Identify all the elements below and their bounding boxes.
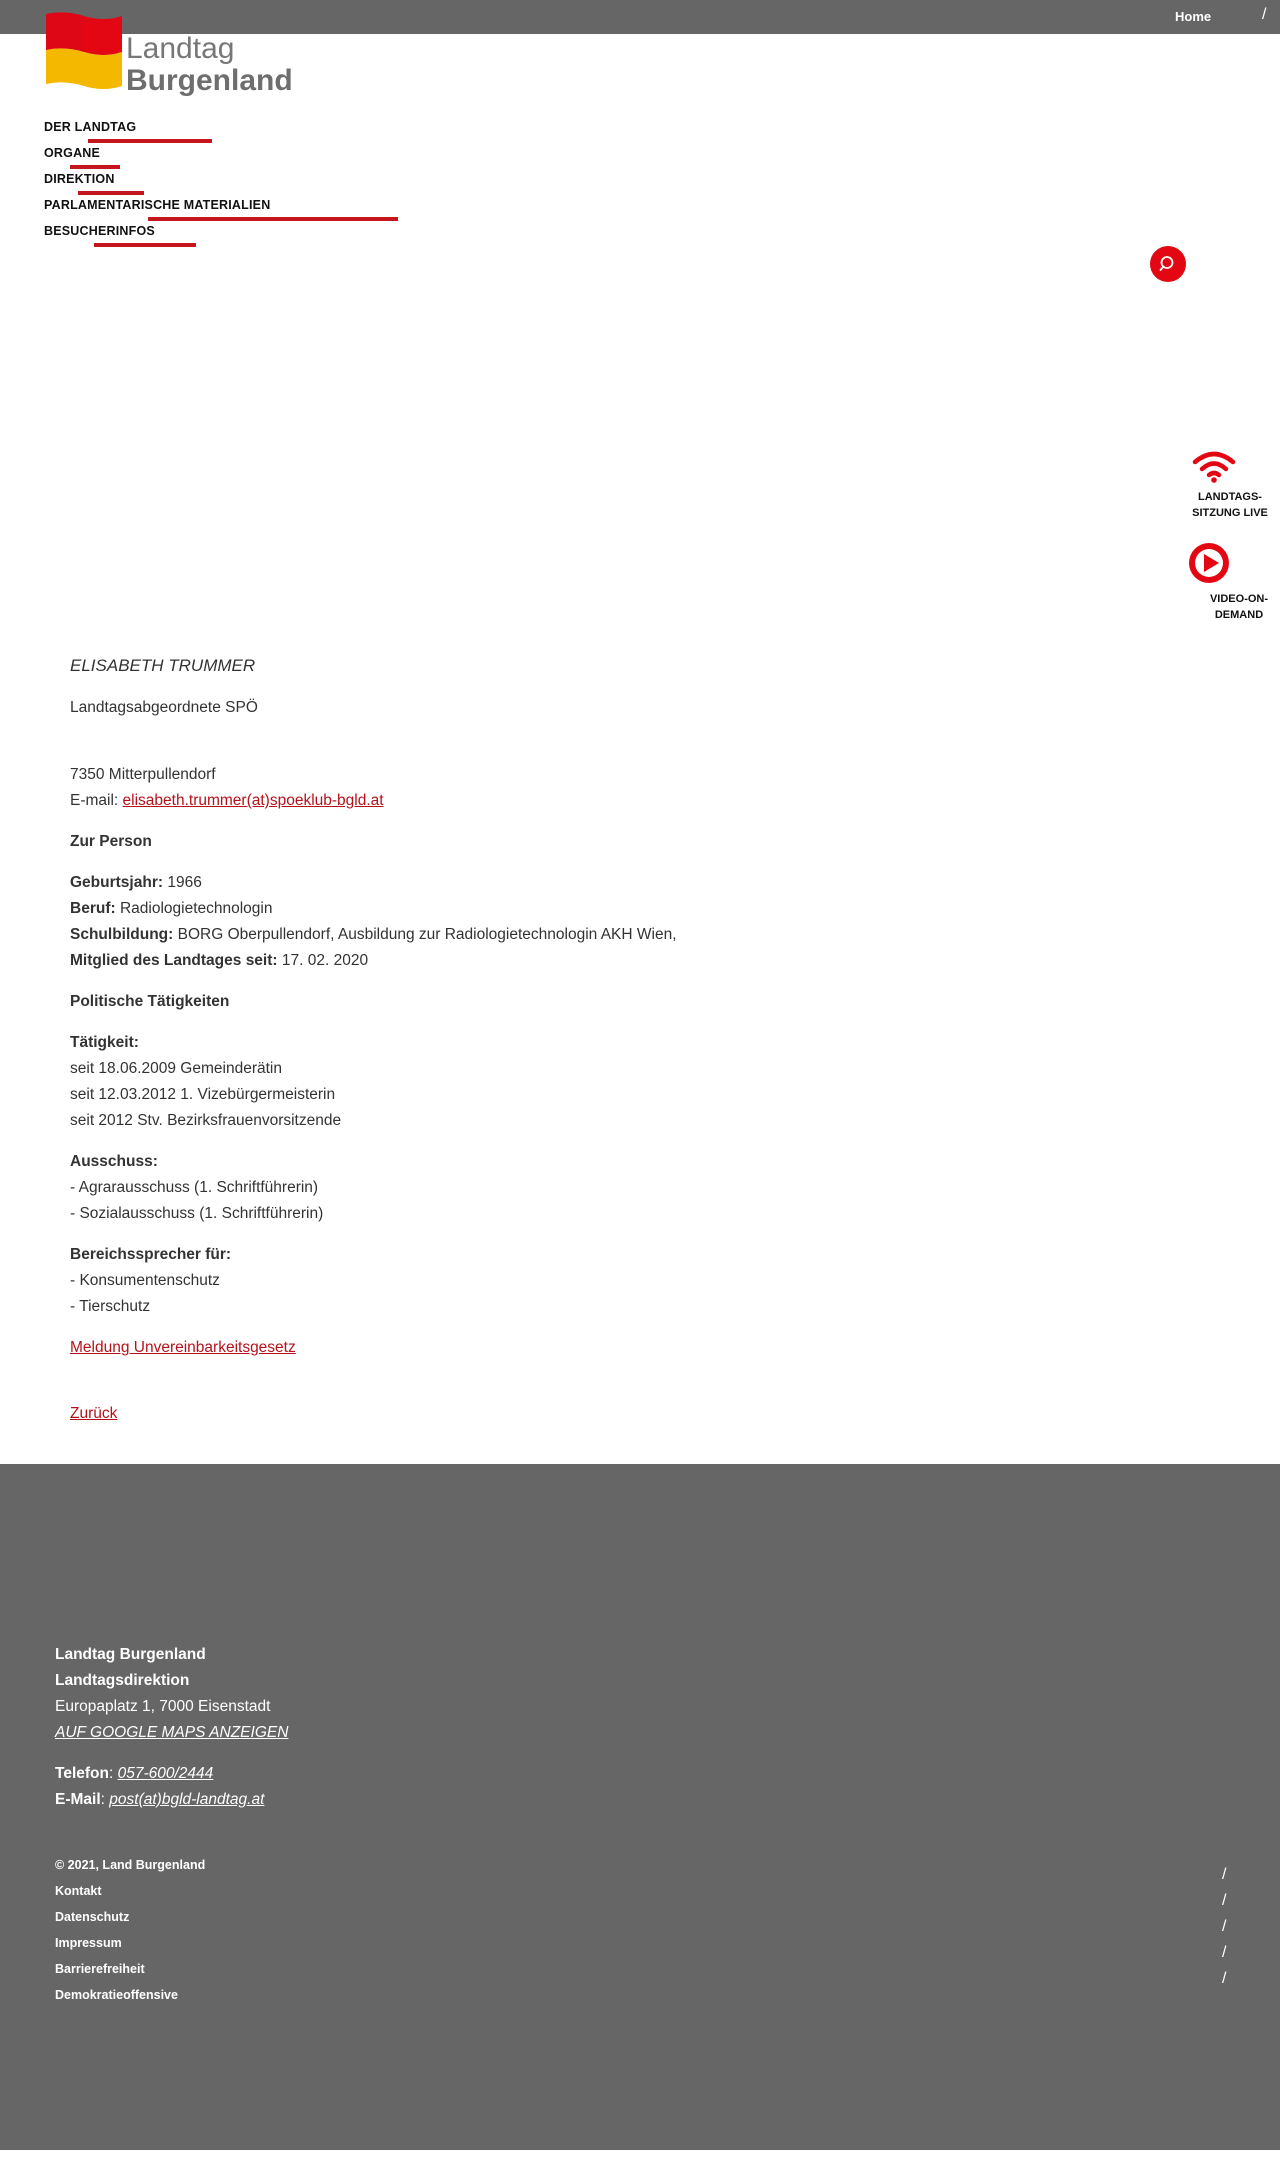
footer-separator: /	[1222, 1892, 1227, 1909]
google-maps-link[interactable]: AUF GOOGLE MAPS ANZEIGEN	[55, 1724, 289, 1741]
play-icon	[1188, 542, 1230, 584]
footer-link-kontakt[interactable]: Kontakt	[55, 1884, 102, 1898]
footer-address	[55, 1642, 288, 1813]
mail-link[interactable]: post(at)bgld-landtag.at	[109, 1791, 265, 1808]
main-nav	[44, 118, 270, 248]
activity-item: seit 18.06.2009 Gemeinderätin	[70, 1060, 282, 1077]
school-row	[70, 922, 970, 948]
section-heading-politics	[70, 989, 970, 1015]
footer-phone-row: Telefon: 057-600/2444	[55, 1765, 214, 1782]
live-label	[1168, 489, 1280, 521]
nav-item-direktion[interactable]	[44, 170, 270, 196]
nav-item-organe[interactable]	[44, 144, 270, 170]
vod-label-line1: VIDEO-ON-	[1209, 593, 1269, 605]
search-button[interactable]	[1150, 246, 1186, 282]
nav-item-parlamentarische-materialien[interactable]	[44, 196, 270, 222]
nav-label: BESUCHERINFOS	[44, 224, 155, 238]
footer-org2: Landtagsdirektion	[55, 1672, 190, 1689]
committee-item: - Sozialausschuss (1. Schriftführerin)	[70, 1205, 324, 1222]
email-label: E-mail:	[70, 792, 119, 809]
nav-underline	[78, 191, 144, 195]
school-value: BORG Oberpullendorf, Ausbildung zur Radiologietechnologin AKH Wien,	[177, 926, 677, 943]
mail-label: E-Mail	[55, 1791, 101, 1808]
footer-org1: Landtag Burgenland	[55, 1646, 206, 1663]
landtag-logo[interactable]	[44, 10, 293, 100]
person-email-row	[70, 788, 970, 814]
footer-link-barrierefreiheit[interactable]: Barrierefreiheit	[55, 1962, 145, 1976]
incompatibility-link[interactable]: Meldung Unvereinbarkeitsgesetz	[70, 1339, 296, 1356]
activity-label: Tätigkeit:	[70, 1034, 139, 1051]
live-label-line2: SITZUNG LIVE	[1192, 507, 1268, 519]
committee-item: - Agrarausschuss (1. Schriftführerin)	[70, 1179, 319, 1196]
nav-underline	[148, 217, 398, 221]
committee-label: Ausschuss:	[70, 1153, 158, 1170]
back-row	[70, 1401, 970, 1427]
footer-link-datenschutz[interactable]: Datenschutz	[55, 1910, 130, 1924]
nav-label: DIREKTION	[44, 172, 115, 186]
committee-block	[70, 1149, 970, 1227]
footer-separator: /	[1222, 1944, 1227, 1961]
nav-underline	[94, 243, 196, 247]
footer	[0, 1464, 1280, 2150]
footer-separator: /	[1222, 1866, 1227, 1883]
nav-label: ORGANE	[44, 146, 101, 160]
wifi-icon	[1192, 450, 1236, 484]
person-detail	[70, 652, 970, 1427]
vod-label-line2: DEMAND	[1214, 609, 1264, 621]
section-heading-politics-text: Politische Tätigkeiten	[70, 993, 230, 1010]
nav-item-besucherinfos[interactable]	[44, 222, 270, 248]
activity-item: seit 12.03.2012 1. Vizebürgermeisterin	[70, 1086, 336, 1103]
speaker-item: - Konsumentenschutz	[70, 1272, 220, 1289]
job-row	[70, 896, 970, 922]
nav-label: PARLAMENTARISCHE MATERIALIEN	[44, 198, 271, 212]
footer-link-demokratieoffensive[interactable]: Demokratieoffensive	[55, 1988, 178, 2002]
flag-icon	[44, 10, 124, 92]
footer-link-impressum[interactable]: Impressum	[55, 1936, 122, 1950]
phone-link[interactable]: 057-600/2444	[117, 1765, 214, 1782]
school-label: Schulbildung:	[70, 926, 174, 943]
activity-block	[70, 1030, 970, 1134]
birth-value: 1966	[167, 874, 202, 891]
person-city: 7350 Mitterpullendorf	[70, 766, 216, 783]
vod-label	[1168, 591, 1280, 623]
speaker-item: - Tierschutz	[70, 1298, 151, 1315]
footer-street: Europaplatz 1, 7000 Eisenstadt	[55, 1698, 271, 1715]
section-heading-person-text: Zur Person	[70, 833, 152, 850]
person-name: ELISABETH TRUMMER	[70, 656, 256, 675]
nav-item-der-landtag[interactable]	[44, 118, 270, 144]
email-link[interactable]: elisabeth.trummer(at)spoeklub-bgld.at	[122, 792, 384, 809]
incompat-row	[70, 1335, 970, 1361]
home-link[interactable]: Home	[1175, 9, 1212, 24]
search-icon	[1159, 255, 1177, 273]
speaker-block	[70, 1242, 970, 1320]
nav-underline	[88, 139, 212, 143]
section-heading-person	[70, 829, 970, 855]
video-on-demand-link[interactable]	[1168, 542, 1280, 623]
top-separator: /	[1262, 6, 1267, 23]
footer-separators	[1222, 1862, 1226, 1992]
person-role: Landtagsabgeordnete SPÖ	[70, 699, 258, 716]
live-label-line1: LANDTAGS-	[1198, 491, 1262, 503]
member-value: 17. 02. 2020	[281, 952, 369, 969]
member-label: Mitglied des Landtages seit:	[70, 952, 278, 969]
phone-label: Telefon	[55, 1765, 109, 1782]
footer-copyright: © 2021, Land Burgenland	[55, 1858, 206, 1872]
nav-label: DER LANDTAG	[44, 120, 137, 134]
footer-links	[55, 1852, 205, 2008]
birth-label: Geburtsjahr:	[70, 874, 164, 891]
job-value: Radiologietechnologin	[119, 900, 273, 917]
job-label: Beruf:	[70, 900, 116, 917]
footer-mail-row: E-Mail: post(at)bgld-landtag.at	[55, 1791, 265, 1808]
member-row	[70, 948, 970, 974]
footer-separator: /	[1222, 1918, 1227, 1935]
logo-line1: Landtag	[126, 32, 235, 65]
footer-separator: /	[1222, 1970, 1227, 1987]
logo-line2: Burgenland	[126, 64, 293, 97]
activity-item: seit 2012 Stv. Bezirksfrauenvorsitzende	[70, 1112, 342, 1129]
birth-row	[70, 870, 970, 896]
nav-underline	[70, 165, 120, 169]
speaker-label: Bereichssprecher für:	[70, 1246, 232, 1263]
landtagssitzung-live-link[interactable]	[1168, 450, 1280, 521]
back-link[interactable]: Zurück	[70, 1405, 118, 1422]
